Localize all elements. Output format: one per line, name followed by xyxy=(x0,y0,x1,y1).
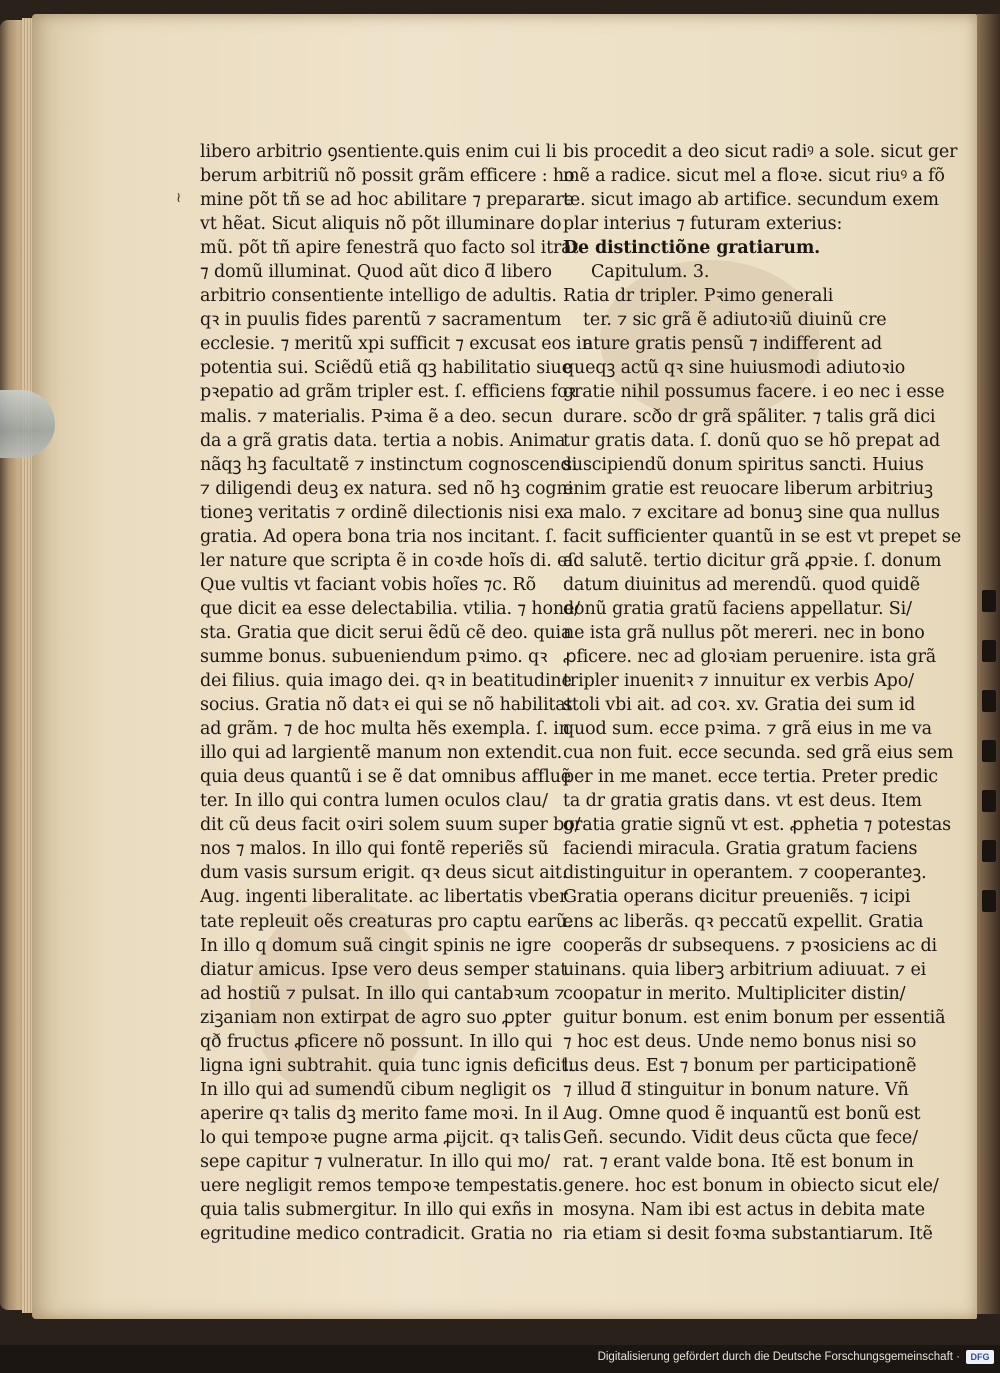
text-line: ad grãm. ⁊ de hoc multa hẽs exempla. ſ. in xyxy=(200,719,570,740)
text-line: ecclesie. ⁊ meritũ xpi sufficit ⁊ excusat eos in xyxy=(200,334,593,355)
text-line: dum vasis sursum erigit. qꝛ deus sicut ait. xyxy=(200,863,568,884)
text-line: gratie nihil possumus facere. i eo nec i esse xyxy=(563,382,945,403)
text-line: uere negligit remos tempoꝛe tempestatis. xyxy=(200,1176,563,1197)
text-line: Gratia operans dicitur preueniẽs. ⁊ icipi xyxy=(563,887,911,908)
facing-page-letter xyxy=(982,840,996,862)
facing-page-edge xyxy=(977,14,1000,1314)
text-line: quia talis submergitur. In illo qui exñs in xyxy=(200,1200,554,1221)
text-line: lo qui tempoꝛe pugne arma ꝓijcit. qꝛ talis xyxy=(200,1127,561,1148)
text-line: ⁊ illud ƌ stinguitur in bonum nature. Vñ xyxy=(563,1079,909,1100)
text-line: Aug. Omne quod ẽ inquantũ est bonũ est xyxy=(563,1103,921,1124)
text-line: libero arbitrio ꝯsentiente.ꝗuis enim cui li xyxy=(200,142,557,162)
text-line: ⁊ diligendi deuꝫ ex natura. sed nõ hꝫ cogni xyxy=(200,478,574,499)
facing-page-letter xyxy=(982,690,996,712)
text-line: mosyna. Nam ibi est actus in debita mate xyxy=(563,1200,925,1221)
text-line: potentia sui. Sciẽdũ etiã qꝫ habilitatio siue xyxy=(200,358,572,379)
text-line: Geñ. secundo. Vidit deus cũcta que fece/ xyxy=(563,1127,918,1148)
text-line: diatur amicus. Ipse vero deus semper stat xyxy=(200,959,568,980)
text-line: queqꝫ actũ qꝛ sine huiusmodi adiutoꝛio xyxy=(563,358,906,379)
text-line: socius. Gratia nõ datꝛ ei qui se nõ habilitat xyxy=(200,695,573,716)
text-line: te. sicut imago ab artifice. secundum exem xyxy=(563,190,939,211)
text-line: ature gratis pensũ ⁊ indifferent ad xyxy=(583,334,883,355)
text-line: per in me manet. ecce tertia. Preter predic xyxy=(563,767,938,788)
text-line: uinans. quia liberꝫ arbitrium adiuuat. ⁊ ei xyxy=(563,959,927,980)
text-line: ne ista grã nullus põt mereri. nec in bono xyxy=(563,622,925,643)
text-line: cua non fuit. ecce secunda. sed grã eius sem xyxy=(563,743,954,764)
text-line: sta. Gratia que dicit serui ẽdũ cẽ deo. quia xyxy=(200,622,572,643)
left-text-column xyxy=(200,140,593,1246)
text-line: ⁊ hoc est deus. Unde nemo bonus nisi so xyxy=(563,1031,917,1052)
text-line: gratia. Ad opera bona tria nos incitant. ſ. xyxy=(200,526,558,547)
text-line: cooperãs dr subsequens. ⁊ pꝛosiciens ac di xyxy=(563,935,937,956)
text-line: summe bonus. subueniendum pꝛimo. qꝛ xyxy=(200,646,548,667)
text-line: quia deus quantũ i se ẽ dat omnibus affluẽ xyxy=(200,767,572,788)
text-line: ter. In illo qui contra lumen oculos clau/ xyxy=(200,791,548,812)
text-line: guitur bonum. est enim bonum per essentiã xyxy=(563,1007,946,1028)
text-line: suscipiendũ donum spiritus sancti. Huius xyxy=(563,454,924,475)
text-line: sepe capitur ⁊ vulneratur. In illo qui mo/ xyxy=(200,1151,551,1172)
dfg-logo: DFG xyxy=(966,1350,994,1364)
text-line: rat. ⁊ erant valde bona. Itẽ est bonum in xyxy=(563,1151,914,1172)
text-line: bis procedit a deo sicut radiꝰ a sole. sicut ger xyxy=(563,142,958,162)
funding-credit: Digitalisierung gefördert durch die Deutsche Forschungsgemeinschaft · xyxy=(597,1351,960,1363)
text-line: qð fructus ꝓficere nõ possunt. In illo qui xyxy=(200,1031,553,1052)
text-line: ⁊ domũ illuminat. Quod aũt dico ƌ libero xyxy=(200,262,552,283)
text-line: que dicit ea esse delectabilia. vtilia. ⁊ hone/ xyxy=(200,598,580,619)
text-line: arbitrio consentiente intelligo de adultis. xyxy=(200,286,557,307)
text-line: vt hẽat. Sicut aliquis nõ põt illuminare do xyxy=(200,214,562,235)
text-line: berum arbitriũ nõ possit grãm efficere : ho xyxy=(200,166,575,187)
text-line: donũ gratia gratũ faciens appellatur. Si/ xyxy=(563,598,912,619)
text-line: Que vultis vt faciant vobis hoĩes ⁊c. Rõ xyxy=(200,574,536,595)
text-line: tur gratis data. ſ. donũ quo se hõ prepat ad xyxy=(563,430,941,451)
text-line: ens ac liberãs. qꝛ peccatũ expellit. Gratia xyxy=(563,911,924,932)
text-line: ad hostiũ ⁊ pulsat. In illo qui cantabꝛum ⁊ xyxy=(200,983,565,1004)
text-line: plar interius ⁊ futuram exterius: xyxy=(563,214,843,235)
facing-page-letter xyxy=(982,640,996,662)
text-line: ter. ⁊ sic grã ẽ adiutoꝛiũ diuinũ cre xyxy=(583,310,887,331)
text-line: ler nature que scripta ẽ in coꝛde hoĩs di. eſ. xyxy=(200,550,580,571)
text-line: qꝛ in puulis fides parentũ ⁊ sacramentum xyxy=(200,310,562,331)
text-line: Ratia dr tripler. Pꝛimo generali xyxy=(563,286,834,307)
text-line: ligna igni subtrahit. quia tunc ignis deficit. xyxy=(200,1055,574,1076)
facing-page-letter xyxy=(982,790,996,812)
text-line: ria etiam si desit foꝛma substantiarum. Itẽ xyxy=(563,1224,933,1245)
text-line: Capitulum. 3. xyxy=(591,262,710,283)
text-line: da a grã gratis data. tertia a nobis. Anima xyxy=(200,430,566,451)
text-line: durare. scðo dr grã spãliter. ⁊ talis grã dici xyxy=(563,406,936,427)
text-line: In illo q domum suã cingit spinis ne igre xyxy=(200,935,552,956)
text-line: stoli vbi ait. ad coꝛ. xv. Gratia dei sum id xyxy=(563,695,916,716)
right-text-column xyxy=(563,140,962,1246)
text-line: nos ⁊ malos. In illo qui fontẽ reperiẽs sũ xyxy=(200,839,549,860)
text-line: ꝓficere. nec ad gloꝛiam peruenire. ista grã xyxy=(563,646,937,667)
text-line: In illo qui ad sumendũ cibum negligit os xyxy=(200,1079,551,1100)
facing-page-letter xyxy=(982,740,996,762)
text-line: ta dr gratia gratis dans. vt est deus. Item xyxy=(563,791,922,812)
text-line: genere. hoc est bonum in obiecto sicut ele/ xyxy=(563,1176,939,1197)
text-line: enim gratie est reuocare liberum arbitriuꝫ xyxy=(563,478,933,499)
text-line: illo qui ad largientẽ manum non extendit. xyxy=(200,743,562,764)
text-line: dit cũ deus facit oꝛiri solem suum super bo/ xyxy=(200,815,581,836)
footer-bar xyxy=(0,1345,1000,1373)
text-line: aperire qꝛ talis dꝫ merito fame moꝛi. In il xyxy=(200,1103,559,1124)
text-line: datum diuinitus ad merendũ. quod quidẽ xyxy=(563,574,920,595)
text-line: coopatur in merito. Multipliciter distin/ xyxy=(563,983,906,1004)
text-line: Aug. ingenti liberalitate. ac libertatis vber xyxy=(200,887,568,908)
text-line: tioneꝫ veritatis ⁊ ordinẽ dilectionis nisi ex xyxy=(200,502,565,523)
text-line: mine põt tñ se ad hoc abilitare ⁊ preparare xyxy=(200,190,574,211)
text-line: De distinctiõne gratiarum. xyxy=(563,238,821,259)
text-line: tate repleuit oẽs creaturas pro captu earũ. xyxy=(200,911,573,932)
text-line: distinguitur in operantem. ⁊ cooperanteꝫ. xyxy=(563,863,927,884)
text-line: faciendi miracula. Gratia gratum faciens xyxy=(563,839,918,860)
text-line: tripler inuenitꝛ ⁊ innuitur ex verbis Apo/ xyxy=(563,671,914,692)
text-line: a malo. ⁊ excitare ad bonuꝫ sine qua nullus xyxy=(563,502,940,523)
text-line: nãqꝫ hꝫ facultatẽ ⁊ instinctum cognoscendi xyxy=(200,454,578,475)
text-line: dei filius. quia imago dei. qꝛ in beatitudine xyxy=(200,671,572,692)
text-line: lus deus. Est ⁊ bonum per participationẽ xyxy=(563,1055,917,1076)
text-line: pꝛepatio ad grãm tripler est. ſ. efficiens foꝛ xyxy=(200,382,576,403)
text-line: malis. ⁊ materialis. Pꝛima ẽ a deo. secun xyxy=(200,406,553,427)
text-line: facit sufficienter quantũ in se est vt prepet se xyxy=(563,526,962,547)
text-line: mẽ a radice. sicut mel a floꝛe. sicut riuꝰ a fõ xyxy=(563,166,945,187)
text-line: ad salutẽ. tertio dicitur grã ꝓpꝛie. ſ. donum xyxy=(563,550,942,571)
facing-page-letter xyxy=(982,590,996,612)
text-line: ziꝫaniam non extirpat de agro suo ꝓpter xyxy=(200,1007,551,1028)
facing-page-letter xyxy=(982,890,996,912)
text-line: mũ. põt tñ apire fenestrã quo facto sol itrat xyxy=(200,238,579,259)
text-line: egritudine medico contradicit. Gratia no xyxy=(200,1224,553,1245)
marginal-mark: ≀ xyxy=(176,190,182,206)
text-line: quod sum. ecce pꝛima. ⁊ grã eius in me va xyxy=(563,719,932,740)
text-line: gratia gratie signũ vt est. ꝓphetia ⁊ potestas xyxy=(563,815,951,836)
